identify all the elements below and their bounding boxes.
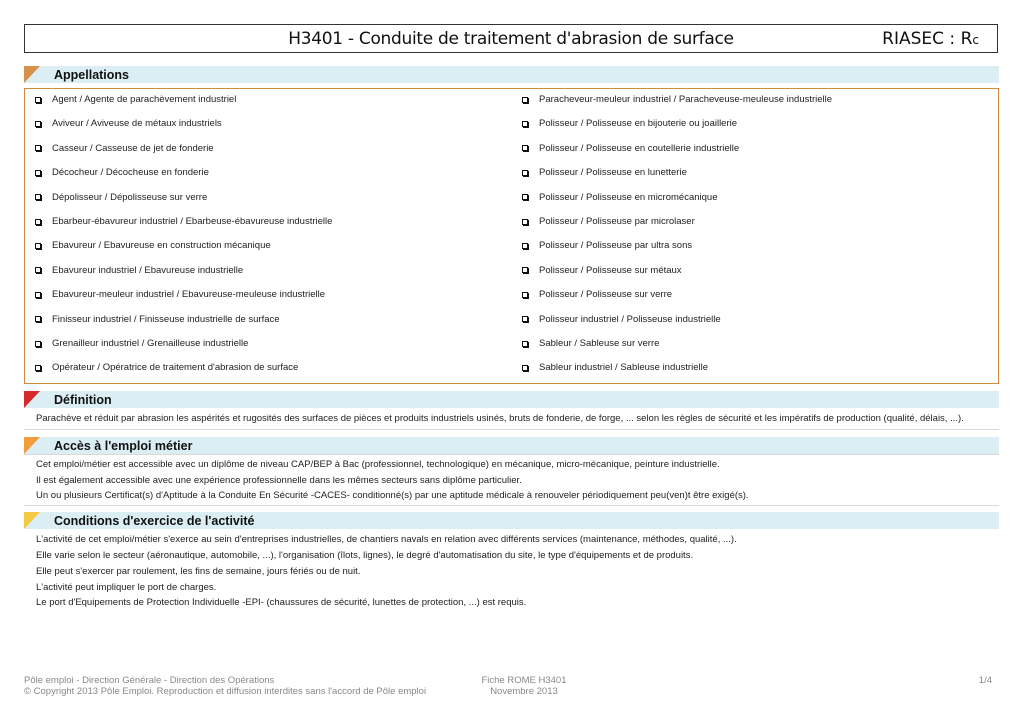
riasec-label: RIASEC : bbox=[882, 28, 956, 49]
list-item bbox=[522, 240, 692, 251]
orange-flag-icon bbox=[24, 437, 40, 454]
checkbox-bullet-icon bbox=[35, 341, 41, 347]
list-item bbox=[35, 216, 332, 227]
divider bbox=[24, 505, 999, 506]
acces-line: Il est également accessible avec une expérience professionnelle dans les mêmes secteurs sans diplôme particulier. bbox=[36, 475, 522, 486]
list-item bbox=[35, 265, 243, 276]
section-conditions bbox=[24, 512, 999, 529]
checkbox-bullet-icon bbox=[522, 292, 528, 298]
checkbox-bullet-icon bbox=[35, 219, 41, 225]
checkbox-bullet-icon bbox=[35, 145, 41, 151]
checkbox-bullet-icon bbox=[522, 341, 528, 347]
list-item bbox=[35, 362, 298, 373]
list-item bbox=[522, 94, 832, 105]
footer-org: Pôle emploi - Direction Générale - Direction des Opérations bbox=[24, 675, 275, 686]
list-item-label: Casseur / Casseuse de jet de fonderie bbox=[52, 142, 214, 154]
list-item-label: Ebavureur-meuleur industriel / Ebavureuse-meuleuse industrielle bbox=[52, 289, 325, 301]
footer-page-number: 1/4 bbox=[978, 675, 992, 686]
list-item bbox=[522, 362, 708, 373]
checkbox-bullet-icon bbox=[35, 194, 41, 200]
list-item bbox=[522, 143, 739, 154]
list-item-label: Polisseur / Polisseuse en coutellerie industrielle bbox=[539, 142, 740, 154]
checkbox-bullet-icon bbox=[522, 243, 528, 249]
list-item-label: Polisseur industriel / Polisseuse industrielle bbox=[539, 313, 721, 325]
list-item bbox=[522, 118, 737, 129]
list-item bbox=[35, 289, 325, 300]
section-heading: Définition bbox=[54, 392, 112, 407]
riasec-code bbox=[882, 29, 979, 49]
list-item bbox=[35, 94, 236, 105]
list-item-label: Polisseur / Polisseuse sur verre bbox=[539, 289, 673, 301]
checkbox-bullet-icon bbox=[35, 170, 41, 176]
checkbox-bullet-icon bbox=[522, 316, 528, 322]
conditions-line: L'activité peut impliquer le port de charges. bbox=[36, 582, 217, 593]
footer-left bbox=[24, 675, 426, 697]
list-item bbox=[522, 338, 659, 349]
list-item-label: Polisseur / Polisseuse en micromécanique bbox=[539, 191, 718, 203]
list-item bbox=[35, 118, 222, 129]
footer-copyright: © Copyright 2013 Pôle Emploi. Reproduction et diffusion interdites sans l'accord de Pôle emploi bbox=[24, 686, 427, 697]
checkbox-bullet-icon bbox=[522, 219, 528, 225]
list-item bbox=[35, 240, 271, 251]
yellow-flag-icon bbox=[24, 512, 40, 529]
appellations-box bbox=[24, 88, 999, 384]
list-item-label: Sableur / Sableuse sur verre bbox=[539, 338, 660, 349]
divider bbox=[24, 454, 999, 455]
list-item-label: Polisseur / Polisseuse sur métaux bbox=[539, 264, 682, 276]
list-item bbox=[35, 143, 214, 154]
title-box bbox=[24, 24, 998, 53]
checkbox-bullet-icon bbox=[35, 97, 41, 103]
conditions-line: Le port d'Equipements de Protection Individuelle -EPI- (chaussures de sécurité, lunettes de protection, ...) est requis. bbox=[36, 597, 527, 608]
list-item-label: Ebarbeur-ébavureur industriel / Ebarbeuse-ébavureuse industrielle bbox=[52, 216, 333, 227]
riasec-minor: c bbox=[972, 32, 979, 47]
list-item-label: Polisseur / Polisseuse par ultra sons bbox=[539, 240, 693, 252]
list-item-label: Sableur industriel / Sableuse industrielle bbox=[539, 362, 708, 374]
checkbox-bullet-icon bbox=[35, 316, 41, 322]
checkbox-bullet-icon bbox=[522, 365, 528, 371]
riasec-major: R bbox=[960, 28, 973, 49]
orange-flag-icon bbox=[24, 66, 40, 83]
list-item-label: Polisseur / Polisseuse par microlaser bbox=[539, 216, 695, 227]
checkbox-bullet-icon bbox=[35, 292, 41, 298]
acces-line: Cet emploi/métier est accessible avec un diplôme de niveau CAP/BEP à Bac (professionnel, technologique) en mécanique, micro-mécanique, peinture industrielle. bbox=[36, 459, 720, 470]
checkbox-bullet-icon bbox=[522, 121, 528, 127]
list-item-label: Polisseur / Polisseuse en lunetterie bbox=[539, 167, 687, 179]
list-item-label: Aviveur / Aviveuse de métaux industriels bbox=[52, 118, 222, 130]
list-item-label: Dépolisseur / Dépolisseuse sur verre bbox=[52, 191, 208, 203]
footer-center bbox=[474, 675, 574, 697]
list-item-label: Grenailleur industriel / Grenailleuse industrielle bbox=[52, 338, 249, 349]
page-title: H3401 - Conduite de traitement d'abrasion de surface bbox=[288, 28, 734, 49]
section-heading: Appellations bbox=[54, 67, 130, 82]
checkbox-bullet-icon bbox=[35, 267, 41, 273]
list-item bbox=[522, 192, 717, 203]
conditions-line: Elle peut s'exercer par roulement, les fins de semaine, jours fériés ou de nuit. bbox=[36, 566, 361, 577]
section-definition bbox=[24, 391, 999, 408]
list-item bbox=[522, 265, 682, 276]
section-appellations bbox=[24, 66, 999, 83]
list-item bbox=[522, 216, 695, 227]
list-item bbox=[522, 289, 672, 300]
checkbox-bullet-icon bbox=[522, 194, 528, 200]
section-heading: Conditions d'exercice de l'activité bbox=[54, 513, 255, 528]
list-item-label: Décocheur / Décocheuse en fonderie bbox=[52, 167, 209, 179]
list-item-label: Paracheveur-meuleur industriel / Paracheveuse-meuleuse industrielle bbox=[539, 94, 833, 105]
list-item bbox=[35, 338, 248, 349]
checkbox-bullet-icon bbox=[522, 97, 528, 103]
checkbox-bullet-icon bbox=[35, 365, 41, 371]
divider bbox=[24, 429, 999, 430]
list-item-label: Opérateur / Opératrice de traitement d'abrasion de surface bbox=[52, 362, 299, 374]
conditions-line: L'activité de cet emploi/métier s'exerce au sein d'entreprises industrielles, de chantiers navals en relation avec différents services (maintenance, méthodes, qualité, ...). bbox=[36, 534, 737, 545]
footer-fiche: Fiche ROME H3401 bbox=[481, 675, 567, 686]
list-item-label: Agent / Agente de parachèvement industriel bbox=[52, 94, 237, 105]
list-item-label: Finisseur industriel / Finisseuse industrielle de surface bbox=[52, 313, 280, 325]
list-item bbox=[35, 192, 207, 203]
checkbox-bullet-icon bbox=[522, 267, 528, 273]
list-item bbox=[35, 314, 280, 325]
list-item bbox=[522, 167, 687, 178]
list-item bbox=[522, 314, 721, 325]
checkbox-bullet-icon bbox=[35, 243, 41, 249]
checkbox-bullet-icon bbox=[522, 145, 528, 151]
red-flag-icon bbox=[24, 391, 40, 408]
definition-text: Parachève et réduit par abrasion les aspérités et rugosités des surfaces de pièces et produits industriels usinés, bruts de fonderie, de forge, ... selon les règles de sécurité et les impératifs de production (qualité, délais, ...). bbox=[36, 413, 964, 424]
checkbox-bullet-icon bbox=[35, 121, 41, 127]
acces-line: Un ou plusieurs Certificat(s) d'Aptitude à la Conduite En Sécurité -CACES- conditionné(s) par une aptitude médicale à renouveler périodiquement peu(ven)t être exigé(s). bbox=[36, 490, 749, 501]
list-item-label: Polisseur / Polisseuse en bijouterie ou joaillerie bbox=[539, 118, 738, 130]
footer-date: Novembre 2013 bbox=[490, 686, 558, 697]
section-heading: Accès à l'emploi métier bbox=[54, 438, 193, 453]
conditions-line: Elle varie selon le secteur (aéronautique, automobile, ...), l'organisation (îlots, lignes), le degré d'automatisation du site, le type d'équipements et de produits. bbox=[36, 550, 694, 561]
section-acces bbox=[24, 437, 999, 454]
checkbox-bullet-icon bbox=[522, 170, 528, 176]
list-item-label: Ebavureur industriel / Ebavureuse industrielle bbox=[52, 264, 244, 276]
list-item-label: Ebavureur / Ebavureuse en construction mécanique bbox=[52, 240, 271, 252]
list-item bbox=[35, 167, 209, 178]
